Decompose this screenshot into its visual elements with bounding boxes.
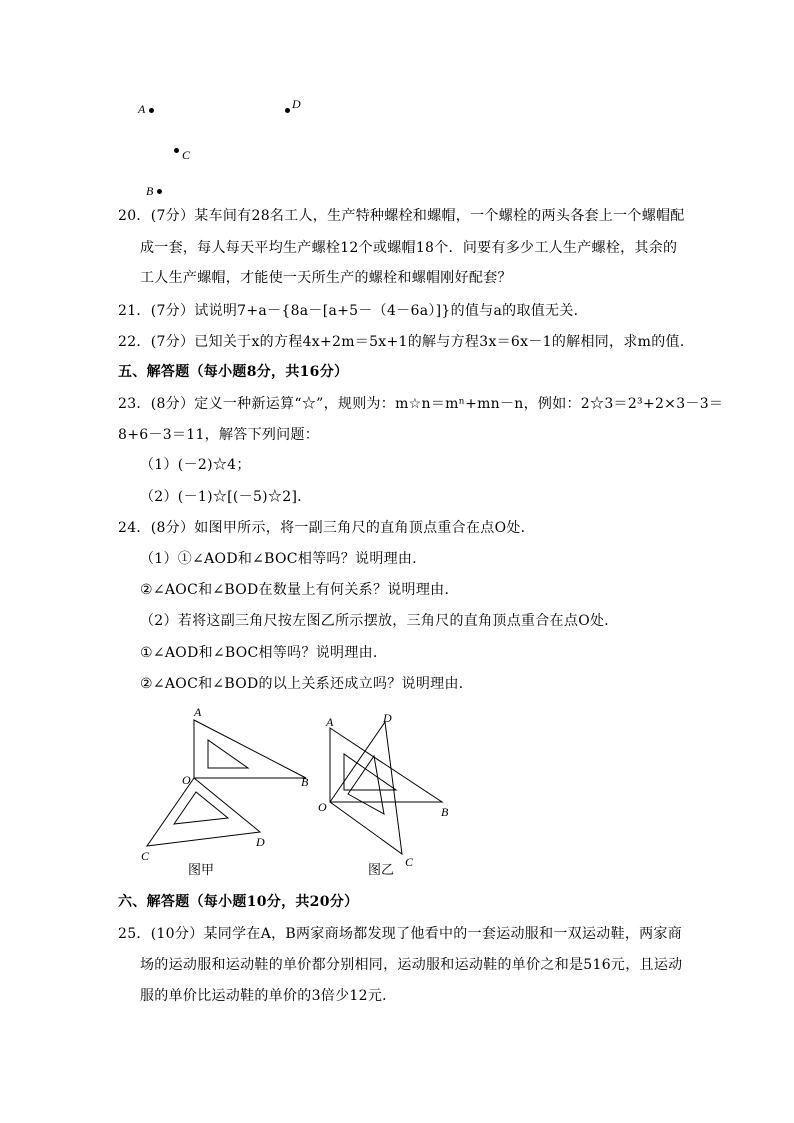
jia-triangle-1-outer: [194, 720, 306, 778]
q24-sub-3: （2）若将这副三角尺按左图乙所示摆放，三角尺的直角顶点重合在点O处．: [140, 613, 619, 629]
q23-line-1: 23．(8分）定义一种新运算“☆”，规则为：m☆n＝mⁿ+mn－n，例如：2☆3＝2³+2×3－3＝: [118, 396, 724, 412]
jia-triangle-2-outer: [147, 778, 260, 846]
point-d-label: D: [292, 97, 301, 111]
q24-sub-4: ①∠AOD和∠BOC相等吗？说明理由．: [140, 645, 388, 661]
yi-label-c: C: [405, 855, 414, 869]
q25-line-1: 25．(10分）某同学在A，B两家商场都发现了他看中的一套运动服和一双运动鞋，两家商: [118, 926, 683, 942]
q20-line-1: 20．(7分）某车间有28名工人，生产特种螺栓和螺帽，一个螺栓的两头各套上一个螺帽配: [118, 208, 685, 224]
jia-label-d: D: [256, 835, 265, 849]
q22-line-1: 22．(7分）已知关于x的方程4x+2m＝5x+1的解与方程3x＝6x－1的解相同，求m的值．: [118, 334, 695, 350]
point-b-dot: [157, 189, 162, 194]
point-c-dot: [174, 148, 179, 153]
q20-line-2: 成一套，每人每天平均生产螺栓12个或螺帽18个．问要有多少工人生产螺栓，其余的: [140, 240, 678, 256]
jia-triangle-2-inner: [174, 792, 228, 824]
point-c-label: C: [182, 148, 191, 162]
point-b-label: B: [146, 184, 154, 198]
section-5-title: 五、解答题（每小题8分，共16分）: [118, 364, 349, 380]
yi-caption: 图乙: [368, 863, 395, 878]
q24-line-1: 24．(8分）如图甲所示，将一副三角尺的直角顶点重合在点O处．: [118, 520, 535, 536]
figure-jia: [130, 700, 320, 880]
point-a-dot: [149, 108, 154, 113]
yi-label-b: B: [441, 805, 449, 819]
jia-caption: 图甲: [188, 863, 215, 878]
figure-yi: [310, 712, 460, 880]
jia-label-c: C: [141, 849, 150, 863]
jia-label-b: B: [301, 775, 309, 789]
point-a-label: A: [138, 102, 146, 116]
q24-sub-1: （1）①∠AOD和∠BOC相等吗？说明理由．: [140, 551, 427, 567]
yi-triangle-2-outer: [330, 722, 402, 854]
q23-line-2: 8+6－3＝11，解答下列问题：: [118, 427, 320, 443]
yi-triangle-1-outer: [330, 728, 442, 802]
jia-label-o: O: [182, 773, 191, 787]
yi-triangle-2-inner: [348, 756, 384, 814]
q21-line-1: 21．(7分）试说明7+a－{8a－[a+5－（4－6a）]}的值与a的取值无关．: [118, 303, 588, 319]
q25-line-3: 服的单价比运动鞋的单价的3倍少12元．: [140, 988, 397, 1004]
jia-label-a: A: [194, 705, 202, 719]
point-d-dot: [285, 108, 290, 113]
q23-part-2: （2）(－1)☆[(－5)☆2]．: [140, 489, 312, 505]
q23-part-1: （1）(－2)☆4；: [140, 457, 251, 473]
q25-line-2: 场的运动服和运动鞋的单价都分别相同，运动服和运动鞋的单价之和是516元，且运动: [140, 957, 683, 973]
yi-label-a: A: [326, 715, 334, 729]
yi-label-o: O: [318, 800, 327, 814]
yi-triangle-1-inner: [344, 754, 396, 790]
section-6-title: 六、解答题（每小题10分，共20分）: [118, 894, 359, 910]
jia-triangle-1-inner: [208, 740, 248, 768]
q24-sub-5: ②∠AOC和∠BOD的以上关系还成立吗？说明理由．: [140, 676, 474, 692]
q24-sub-2: ②∠AOC和∠BOD在数量上有何关系？说明理由．: [140, 582, 459, 598]
q20-line-3: 工人生产螺帽，才能使一天所生产的螺栓和螺帽刚好配套？: [140, 270, 512, 286]
yi-label-d: D: [383, 712, 392, 725]
